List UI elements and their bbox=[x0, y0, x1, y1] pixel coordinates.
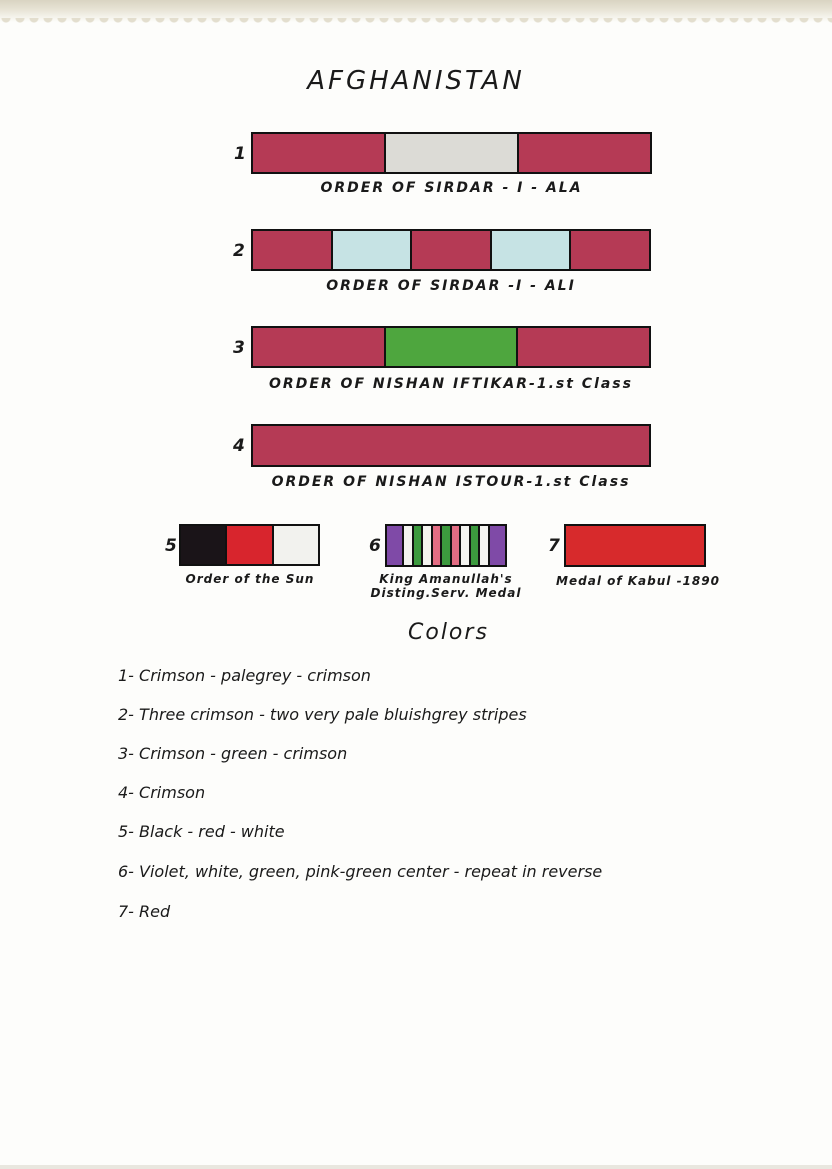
ribbon-1-stripe-1 bbox=[253, 134, 384, 172]
ribbon-5-stripe-3 bbox=[272, 526, 318, 564]
ribbon-6-caption-line-2: Disting.Serv. Medal bbox=[370, 586, 522, 600]
paper-bottom-edge bbox=[0, 1165, 832, 1169]
ribbon-1-stripe-3 bbox=[517, 134, 650, 172]
color-line-1: 1- Crimson - palegrey - crimson bbox=[118, 666, 371, 685]
page-title: AFGHANISTAN bbox=[307, 66, 525, 96]
ribbon-6-stripe-8 bbox=[459, 526, 469, 565]
ribbon-4-number: 4 bbox=[233, 436, 245, 456]
ribbon-6-stripe-11 bbox=[488, 526, 505, 565]
ribbon-1-stripe-2 bbox=[384, 134, 517, 172]
ribbon-1-caption: ORDER OF SIRDAR - I - ALA bbox=[320, 180, 583, 196]
ribbon-2-stripe-1 bbox=[253, 231, 331, 269]
ribbon-6-stripe-2 bbox=[402, 526, 412, 565]
ribbon-3-stripe-2 bbox=[384, 328, 517, 366]
ribbon-6-king-amanullah-medal bbox=[385, 524, 507, 567]
ribbon-6-stripe-5 bbox=[431, 526, 441, 565]
ribbon-6-stripe-6 bbox=[440, 526, 450, 565]
ribbon-3-caption: ORDER OF NISHAN IFTIKAR-1.st Class bbox=[269, 376, 633, 392]
ribbon-2-order-of-sirdar-i-ali bbox=[251, 229, 651, 271]
ribbon-6-number: 6 bbox=[369, 536, 381, 556]
color-line-6: 6- Violet, white, green, pink-green center - repeat in reverse bbox=[118, 862, 603, 881]
color-line-4: 4- Crimson bbox=[118, 783, 206, 802]
ribbon-2-stripe-5 bbox=[569, 231, 649, 269]
ribbon-6-stripe-9 bbox=[469, 526, 479, 565]
ribbon-6-caption-line-1: King Amanullah's bbox=[379, 572, 513, 586]
ribbon-6-stripe-7 bbox=[450, 526, 460, 565]
ribbon-3-stripe-1 bbox=[253, 328, 384, 366]
ribbon-3-order-of-nishan-iftikar bbox=[251, 326, 651, 368]
ribbon-6-stripe-4 bbox=[421, 526, 431, 565]
ribbon-5-order-of-the-sun bbox=[179, 524, 320, 566]
ribbon-3-number: 3 bbox=[233, 338, 245, 358]
paper-torn-edge bbox=[0, 0, 832, 22]
ribbon-7-medal-of-kabul bbox=[564, 524, 706, 567]
ribbon-1-order-of-sirdar-i-ala bbox=[251, 132, 652, 174]
ribbon-2-number: 2 bbox=[233, 241, 245, 261]
color-line-2: 2- Three crimson - two very pale bluishgrey stripes bbox=[118, 705, 527, 724]
ribbon-7-number: 7 bbox=[548, 536, 560, 556]
color-line-7: 7- Red bbox=[118, 902, 171, 921]
ribbon-2-caption: ORDER OF SIRDAR -I - ALI bbox=[326, 278, 576, 294]
ribbon-6-stripe-3 bbox=[412, 526, 422, 565]
ribbon-6-stripe-10 bbox=[478, 526, 488, 565]
ribbon-6-stripe-1 bbox=[387, 526, 402, 565]
ribbon-5-stripe-2 bbox=[225, 526, 271, 564]
ribbon-7-stripe-1 bbox=[566, 526, 704, 565]
ribbon-7-caption: Medal of Kabul -1890 bbox=[556, 574, 720, 588]
colors-heading: Colors bbox=[408, 620, 489, 645]
color-line-5: 5- Black - red - white bbox=[118, 822, 285, 841]
ribbon-2-stripe-2 bbox=[331, 231, 411, 269]
ribbon-4-stripe-1 bbox=[253, 426, 649, 465]
ribbon-4-order-of-nishan-istour bbox=[251, 424, 651, 467]
ribbon-2-stripe-4 bbox=[490, 231, 570, 269]
ribbon-5-number: 5 bbox=[165, 536, 177, 556]
ribbon-5-stripe-1 bbox=[181, 526, 225, 564]
ribbon-4-caption: ORDER OF NISHAN ISTOUR-1.st Class bbox=[271, 474, 631, 490]
color-line-3: 3- Crimson - green - crimson bbox=[118, 744, 348, 763]
ribbon-1-number: 1 bbox=[234, 144, 246, 164]
ribbon-3-stripe-3 bbox=[516, 328, 649, 366]
ribbon-5-caption: Order of the Sun bbox=[185, 572, 315, 586]
ribbon-2-stripe-3 bbox=[410, 231, 490, 269]
